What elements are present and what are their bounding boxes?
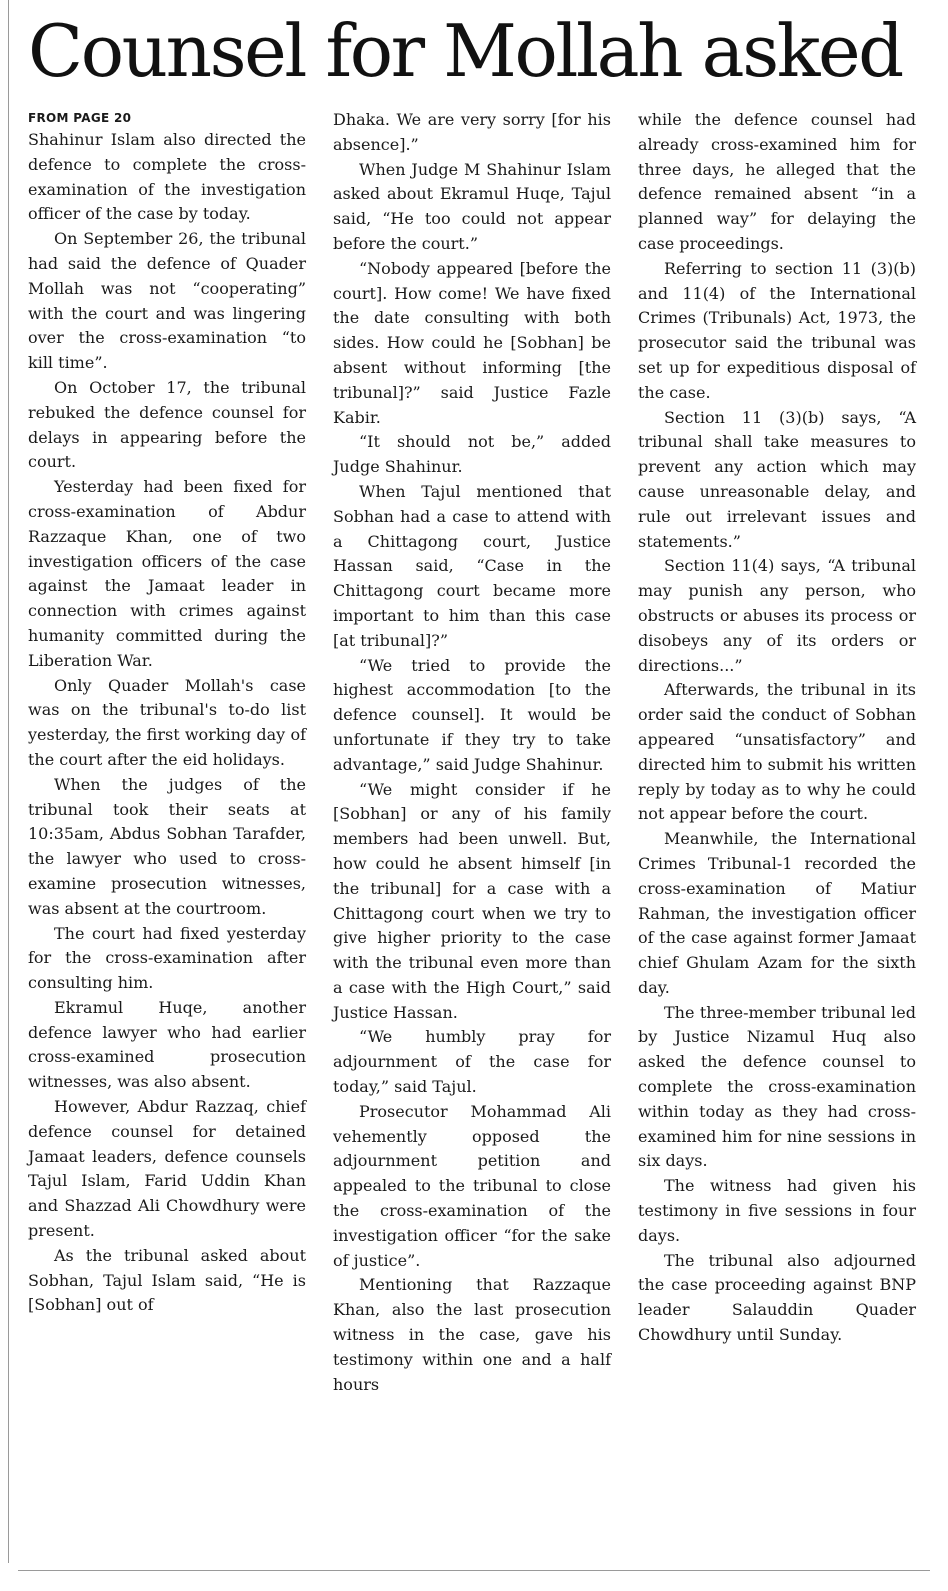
- paragraph: Only Quader Mollah's case was on the tribunal's to-do list yesterday, the first working day of the court after the eid holidays.: [28, 675, 306, 769]
- paragraph: The witness had given his testimony in five sessions in four days.: [638, 1176, 916, 1245]
- paragraph: Section 11 (3)(b) says, “A tribunal shall take measures to prevent any action which may cause unreasonable delay, and rule out irrelevant issues and statements.”: [638, 407, 916, 551]
- column-2: [333, 108, 611, 1397]
- paragraph: The court had fixed yesterday for the cross-examination after consulting him.: [28, 923, 306, 993]
- paragraph: “We might consider if he [Sobhan] or any of his family members had been unwell. But, how could he absent himself [in the tribunal] for a case with a Chittagong court when we try to give higher priority to the case with the tribunal even more than a case with the High Court,” said Justice Hassan.: [333, 779, 611, 1022]
- paragraph: Meanwhile, the International Crimes Tribunal-1 recorded the cross-examination of Matiur Rahman, the investigation officer of the case against former Jamaat chief Ghulam Azam for the sixth day.: [638, 829, 916, 997]
- paragraph: Referring to section 11 (3)(b) and 11(4) of the International Crimes (Tribunals) Act, 1973, the prosecutor said the tribunal was set up for expeditious disposal of the case.: [638, 258, 916, 402]
- left-column-rule: [8, 0, 9, 1563]
- jump-kicker: FROM PAGE 20: [28, 111, 132, 125]
- paragraph: Ekramul Huqe, another defence lawyer who had earlier cross-examined prosecution witnesses, was also absent.: [28, 997, 306, 1092]
- paragraph: Yesterday had been fixed for cross-examination of Abdur Razzaque Khan, one of two investigation officers of the case against the Jamaat leader in connection with crimes against humanity committed during the Liberation War.: [28, 477, 306, 670]
- paragraph: “We humbly pray for adjournment of the case for today,” said Tajul.: [333, 1027, 611, 1097]
- bottom-rule: [18, 1570, 930, 1571]
- column-1: [28, 108, 306, 1397]
- paragraph: Shahinur Islam also directed the defence to complete the cross-examination of the investigation officer of the case by today.: [28, 130, 306, 224]
- paragraph: Prosecutor Mohammad Ali vehemently opposed the adjournment petition and appealed to the tribunal to close the cross-examination of the investigation officer “for the sake of justice”.: [333, 1101, 611, 1270]
- paragraph: On September 26, the tribunal had said the defence of Quader Mollah was not “cooperating” with the court and was lingering over the cross-examination “to kill time”.: [28, 229, 306, 373]
- column-3: [638, 108, 916, 1397]
- paragraph: The tribunal also adjourned the case proceeding against BNP leader Salauddin Quader Chowdhury until Sunday.: [638, 1250, 916, 1345]
- paragraph: When Tajul mentioned that Sobhan had a case to attend with a Chittagong court, Justice Hassan said, “Case in the Chittagong court became more important to him than this case [at tribunal]?”: [333, 481, 611, 650]
- paragraph: When the judges of the tribunal took their seats at 10:35am, Abdus Sobhan Tarafder, the lawyer who used to cross-examine prosecution witnesses, was absent at the courtroom.: [28, 774, 306, 918]
- paragraph: When Judge M Shahinur Islam asked about Ekramul Huqe, Tajul said, “He too could not appear before the court.”: [333, 159, 611, 253]
- paragraph: “We tried to provide the highest accommodation [to the defence counsel]. It would be unfortunate if they try to take advantage,” said Judge Shahinur.: [333, 655, 611, 774]
- paragraph: The three-member tribunal led by Justice Nizamul Huq also asked the defence counsel to complete the cross-examination within today as they had cross-examined him for nine sessions in six days.: [638, 1002, 916, 1171]
- paragraph: Dhaka. We are very sorry [for his absence].”: [333, 110, 611, 154]
- paragraph: “Nobody appeared [before the court]. How come! We have fixed the date consulting with both sides. How could he [Sobhan] be absent without informing [the tribunal]?” said Justice Fazle Kabir.: [333, 258, 611, 427]
- paragraph: while the defence counsel had already cross-examined him for three days, he alleged that the defence remained absent “in a planned way” for delaying the case proceedings.: [638, 110, 916, 253]
- paragraph: On October 17, the tribunal rebuked the defence counsel for delays in appearing before the court.: [28, 377, 306, 472]
- paragraph: “It should not be,” added Judge Shahinur.: [333, 432, 611, 477]
- paragraph: However, Abdur Razzaq, chief defence counsel for detained Jamaat leaders, defence counsels Tajul Islam, Farid Uddin Khan and Shazzad Ali Chowdhury were present.: [28, 1097, 306, 1241]
- paragraph: Mentioning that Razzaque Khan, also the last prosecution witness in the case, gave his testimony within one and a half hours: [333, 1275, 611, 1394]
- headline: Counsel for Mollah asked: [28, 9, 902, 93]
- article-body: [28, 108, 916, 1397]
- paragraph: Section 11(4) says, “A tribunal may punish any person, who obstructs or abuses its process or disobeys any of its orders or directions...”: [638, 556, 916, 675]
- paragraph: Afterwards, the tribunal in its order said the conduct of Sobhan appeared “unsatisfactory” and directed him to submit his written reply by today as to why he could not appear before the court.: [638, 680, 916, 824]
- paragraph: As the tribunal asked about Sobhan, Tajul Islam said, “He is [Sobhan] out of: [28, 1245, 306, 1315]
